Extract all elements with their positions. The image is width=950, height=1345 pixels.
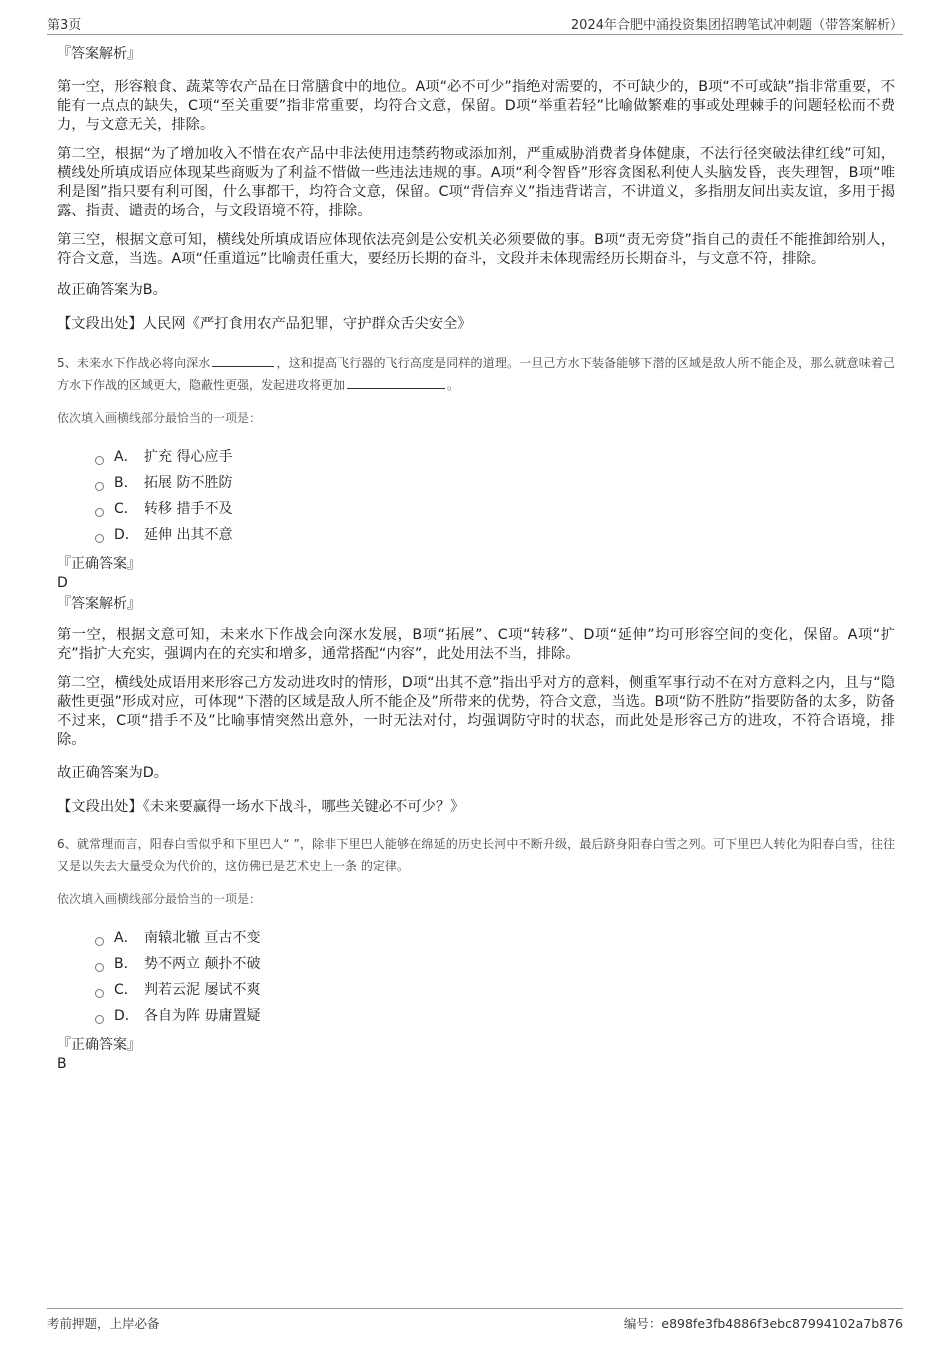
answer-blank — [212, 354, 274, 367]
radio-icon[interactable] — [95, 456, 104, 465]
page-number: 第3页 — [47, 18, 82, 33]
option-d[interactable]: D． 延伸 出其不意 — [95, 522, 895, 548]
analysis-label: 『答案解析』 — [57, 46, 141, 62]
analysis-paragraph: 第一空，形容粮食、蔬菜等农产品在日常膳食中的地位。A项“必不可少”指绝对需要的，不可缺少的，B项“不可或缺”指非常重要，不能有一点点的缺失，C项“至关重要”指非常重要，均符合文意，保留。D项“举重若轻”比喻做繁难的事或处理棘手的问题轻松而不费力，与文意无关，排除。 — [57, 79, 895, 133]
radio-icon[interactable] — [95, 937, 104, 946]
radio-icon[interactable] — [95, 534, 104, 543]
option-list — [95, 925, 895, 1029]
analysis-paragraph: 第三空，根据文意可知，横线处所填成语应体现依法亮剑是公安机关必须要做的事。B项“责无旁贷”指自己的责任不能推卸给别人，符合文意，当选。A项“任重道远”比喻责任重大，要经历长期的奋斗，文段并未体现需经历长期奋斗，与文意不符，排除。 — [57, 232, 895, 267]
question-text: 6、就常理而言，阳春白雪似乎和下里巴人“ ”，除非下里巴人能够在绵延的历史长河中不断升级，最后跻身阳春白雪之列。可下里巴人转化为阳春白雪，往往又是以失去大量受众为代价的，这仿佛已是艺术史上一条 的定律。 — [57, 837, 895, 873]
passage-source: 【文段出处】《未来要赢得一场水下战斗，哪些关键必不可少？》 — [57, 799, 465, 815]
question-prompt: 依次填入画横线部分最恰当的一项是： — [57, 892, 262, 906]
page-header — [47, 12, 903, 35]
analysis-paragraph: 第一空，根据文意可知，未来水下作战会向深水发展，B项“拓展”、C项“转移”、D项“延伸”均可形容空间的变化，保留。A项“扩充”指扩大充实，强调内在的充实和增多，通常搭配“内容”，此处用法不当，排除。 — [57, 627, 895, 662]
analysis-paragraph: 第二空，横线处成语用来形容己方发动进攻时的情形，D项“出其不意”指出乎对方的意料，侧重军事行动不在对方意料之内，且与“隐蔽性更强”形成对应，可体现“下潜的区域是敌人所不能企及”所带来的优势，符合文意，当选。B项“防不胜防”指要防备的太多，防备不过来，C项“措手不及”比喻事情突然出意外，一时无法对付，均强调防守时的状态，而此处是形容己方的进攻，不符合语境，排除。 — [57, 675, 895, 748]
correct-answer-label: 『正确答案』 — [57, 556, 141, 572]
option-a[interactable]: A． 南辕北辙 亘古不变 — [95, 925, 895, 951]
passage-source: 【文段出处】人民网《严打食用农产品犯罪，守护群众舌尖安全》 — [57, 316, 472, 332]
question-6 — [57, 833, 895, 1073]
correct-answer-label: 『正确答案』 — [57, 1037, 141, 1053]
option-c[interactable]: C． 转移 措手不及 — [95, 496, 895, 522]
question-5 — [57, 352, 895, 817]
page-content — [57, 44, 895, 1073]
option-b[interactable]: B． 拓展 防不胜防 — [95, 470, 895, 496]
analysis-conclusion: 故正确答案为D。 — [57, 765, 169, 781]
option-b[interactable]: B． 势不两立 颠扑不破 — [95, 951, 895, 977]
document-title: 2024年合肥中涌投资集团招聘笔试冲刺题（带答案解析） — [570, 18, 903, 33]
question-text: 5、未来水下作战必将向深水 ，这和提高飞行器的飞行高度是同样的道理。一旦己方水下装备能够下潜的区域是敌人所不能企及，那么就意味着己方水下作战的区域更大，隐蔽性更强，发起进攻将更加 。 — [57, 356, 895, 392]
option-a[interactable]: A． 扩充 得心应手 — [95, 444, 895, 470]
page-footer — [47, 1308, 903, 1331]
footer-slogan: 考前押题，上岸必备 — [47, 1316, 160, 1331]
answer-blank — [347, 376, 445, 389]
radio-icon[interactable] — [95, 508, 104, 517]
question-prompt: 依次填入画横线部分最恰当的一项是： — [57, 411, 262, 425]
analysis-label: 『答案解析』 — [57, 596, 141, 612]
radio-icon[interactable] — [95, 989, 104, 998]
radio-icon[interactable] — [95, 1015, 104, 1024]
question-4-analysis — [57, 44, 895, 334]
document-code: 编号：e898fe3fb4886f3ebc87994102a7b876 — [623, 1316, 903, 1331]
analysis-conclusion: 故正确答案为B。 — [57, 282, 167, 298]
correct-answer-value: D — [57, 575, 68, 591]
option-list — [95, 444, 895, 548]
correct-answer-value: B — [57, 1056, 67, 1072]
analysis-paragraph: 第二空，根据“为了增加收入不惜在农产品中非法使用违禁药物或添加剂，严重威胁消费者身体健康，不法行径突破法律红线”可知，横线处所填成语应体现某些商贩为了利益不惜做一些违法违规的事。A项“利令智昏”形容贪图私利使人头脑发昏，丧失理智，B项“唯利是图”指只要有利可图，什么事都干，均符合文意，保留。C项“背信弃义”指违背诺言，不讲道义，多指朋友间出卖友谊，多用于揭露、指责、谴责的场合，与文段语境不符，排除。 — [57, 146, 895, 219]
radio-icon[interactable] — [95, 482, 104, 491]
radio-icon[interactable] — [95, 963, 104, 972]
option-d[interactable]: D． 各自为阵 毋庸置疑 — [95, 1003, 895, 1029]
option-c[interactable]: C． 判若云泥 屡试不爽 — [95, 977, 895, 1003]
